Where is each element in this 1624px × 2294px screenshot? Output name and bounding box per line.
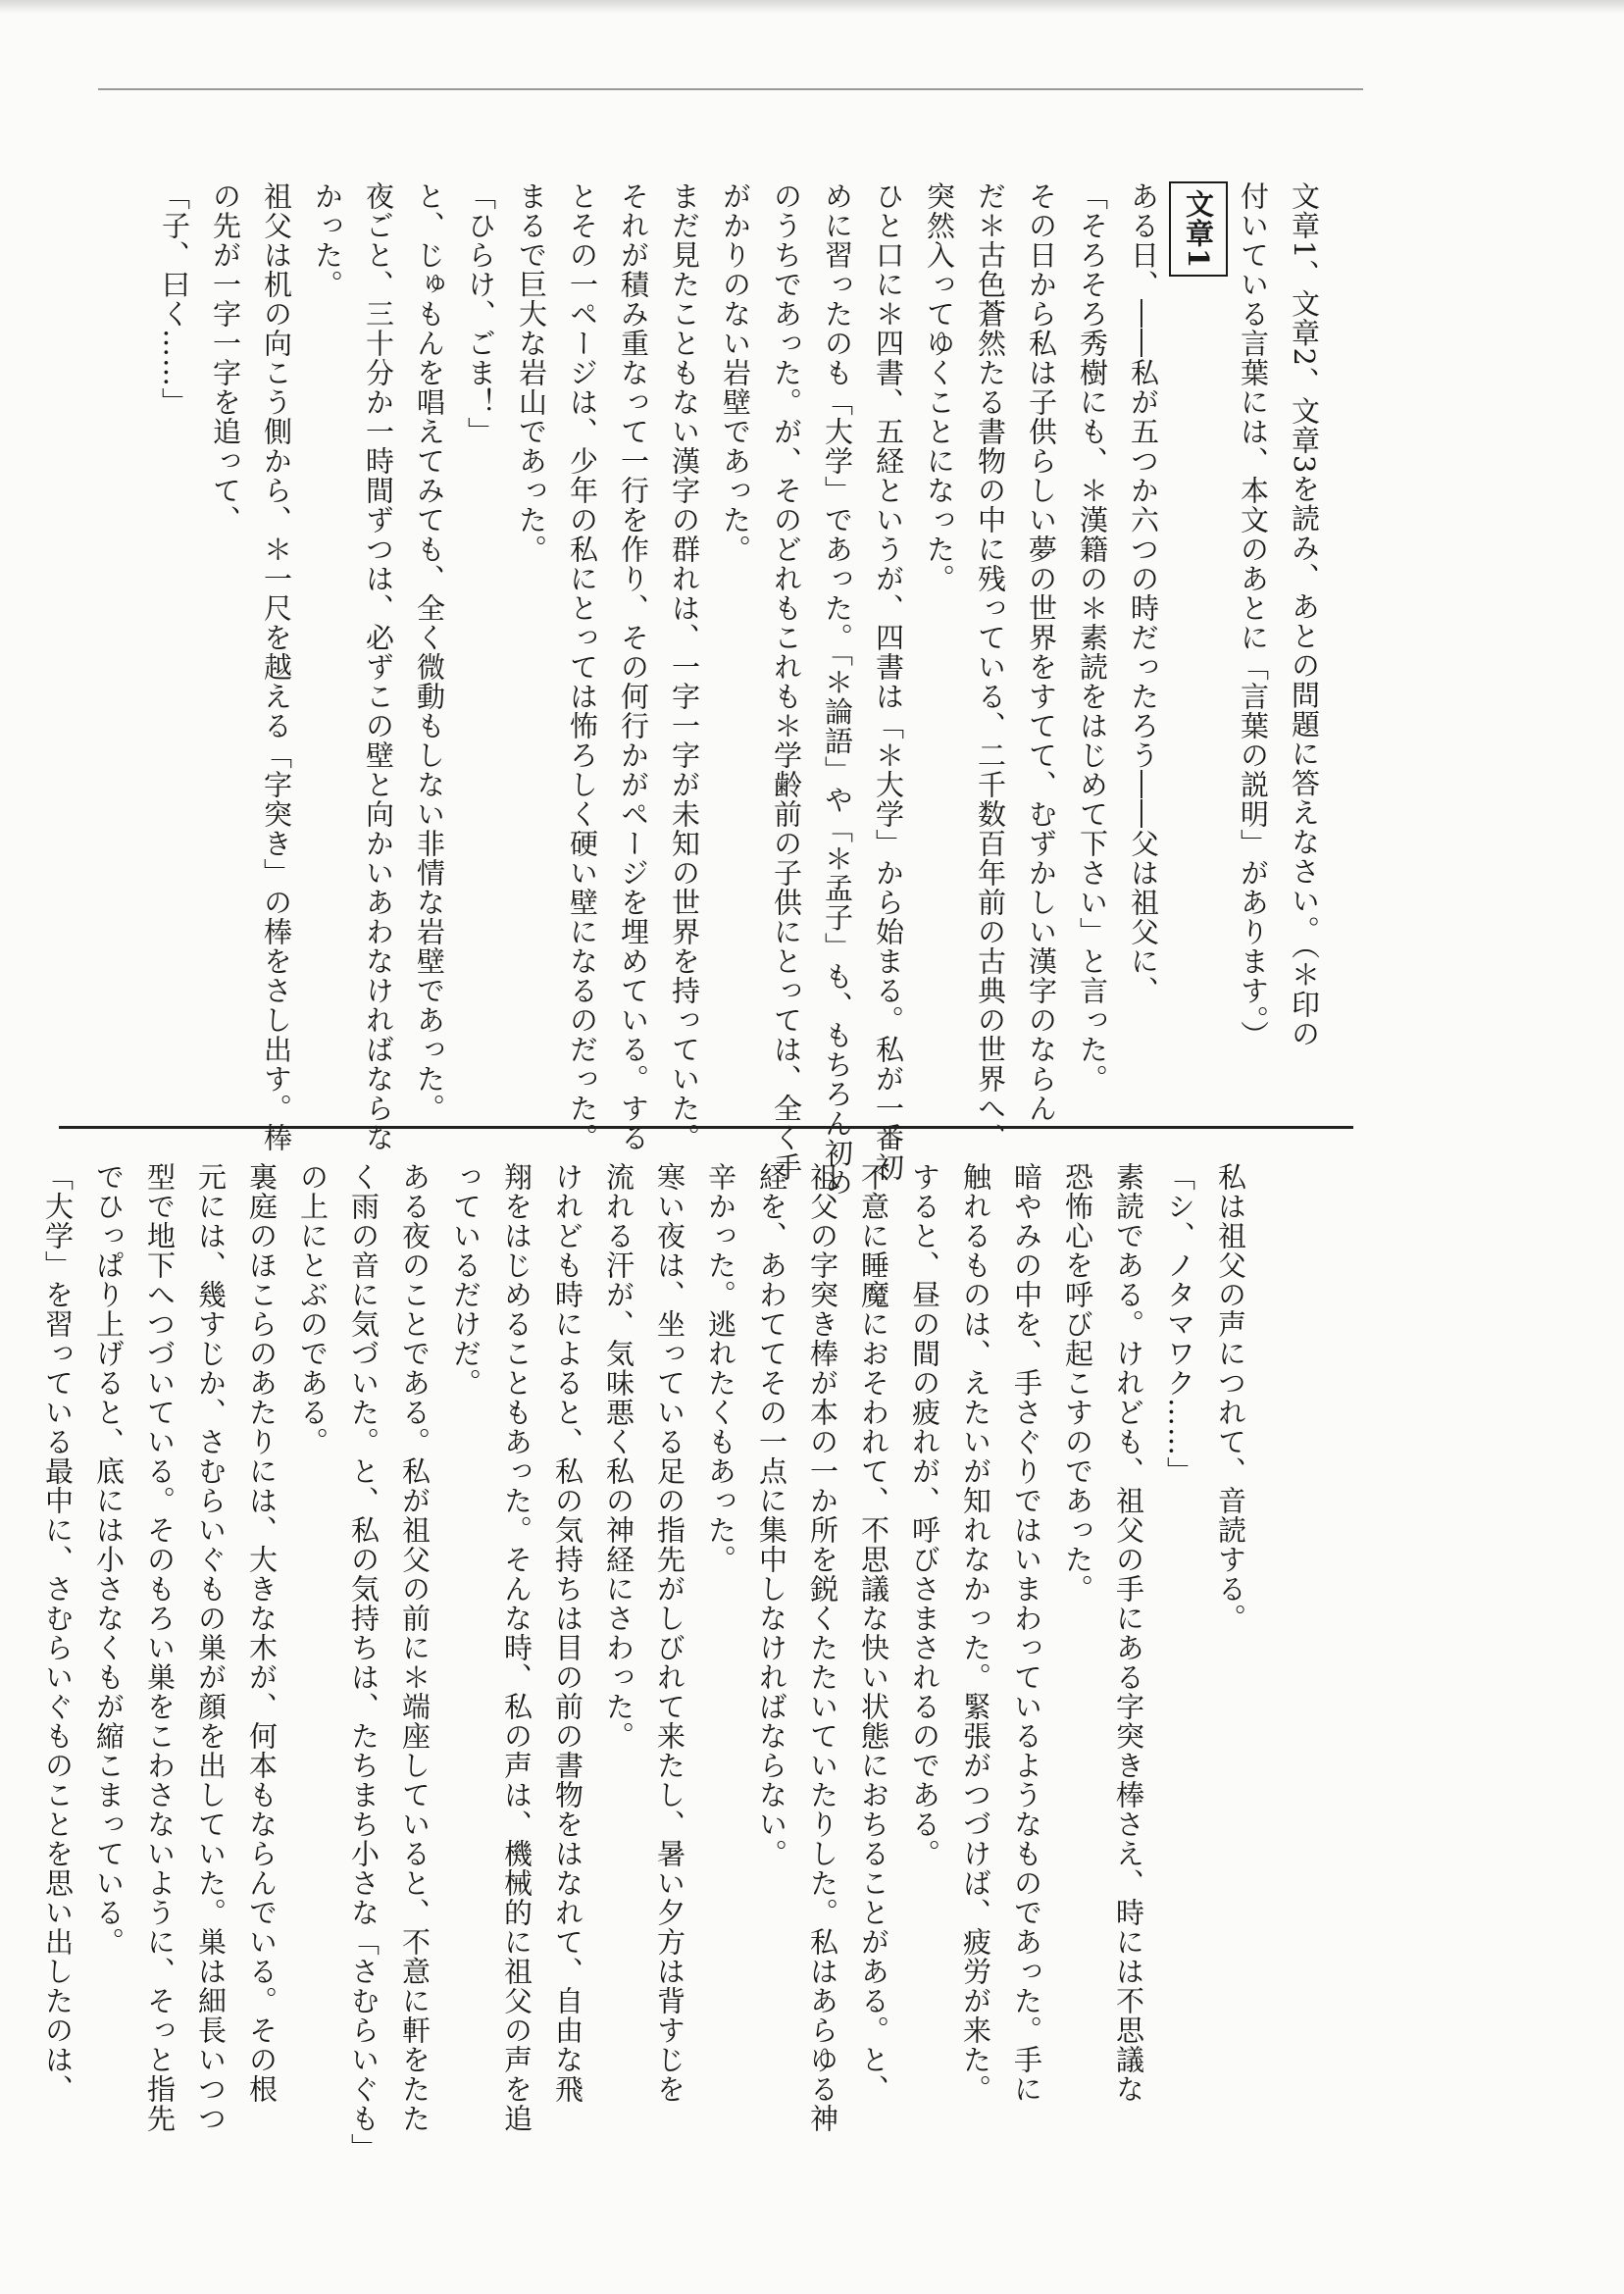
passage-paragraph: 「ひらけ、ごま！」 — [464, 181, 497, 446]
passage-paragraph: 素読である。けれども、祖父の手にある字突き棒さえ、時には不思議な 恐怖心を呼び起こすのであった。 — [1061, 1162, 1145, 2104]
section-heading-wrap — [1169, 181, 1228, 1108]
instruction-text: 文章1、文章2、文章3を読み、あとの問題に答えなさい。（＊印の 付いている言葉には、本文のあとに「言葉の説明」があります。） — [1237, 181, 1321, 1050]
passage-paragraph: 辛かった。逃れたくもあった。 — [704, 1162, 737, 1574]
passage-paragraph: 夜ごと、三十分か一時間ずつは、必ずこの壁と向かいあわなければならな かった。 — [311, 181, 395, 1152]
passage-paragraph: 「そろそろ秀樹にも、＊漢籍の＊素読をはじめて下さい」と言った。 — [1076, 181, 1109, 1094]
passage-paragraph: 祖父は机の向こう側から、＊一尺を越える「字突き」の棒をさし出す。棒 の先が一字一字を追って、 — [209, 181, 293, 1152]
passage-paragraph: その日から私は子供らしい夢の世界をすてて、むずかしい漢字のならん だ＊古色蒼然たる書物の中に残っている、二千数百年前の古典の世界へ、 突然入ってゆくことになった。 — [923, 181, 1058, 1152]
passage-paragraph: ひと口に＊四書、五経というが、四書は「＊大学」から始まる。私が一番初 めに習ったのも「大学」であった。「＊論語」や「＊孟子」も、もちろん初め のうちであった。が、そのどれもこれも＊学齢前の子供にとっては、全く手 がかりのない岩壁であった。 — [719, 181, 905, 1198]
passage-paragraph: 不意に睡魔におそわれて、不思議な快い状態におちることがある。と、 祖父の字突き棒が本の一か所を鋭くたたいていたりした。私はあらゆる神 経を、あわててその一点に集中しなければならない。 — [755, 1162, 890, 2133]
lower-passage — [32, 1162, 1256, 2251]
passage-paragraph: 私は祖父の声につれて、音読する。 — [1214, 1162, 1247, 1633]
passage-paragraph: 暗やみの中を、手さぐりではいまわっているようなものであった。手に 触れるものは、えたいが知れなかった。緊張がつづけば、疲労が来た。 すると、昼の間の疲れが、呼びさまされるのである。 — [908, 1162, 1043, 2104]
scan-edge — [0, 0, 1624, 14]
passage-paragraph: ある日、――私が五つか六つの時だったろう――父は祖父に、 — [1127, 181, 1160, 1005]
section-heading: 文章1 — [1169, 181, 1228, 277]
passage-paragraph: ある夜のことである。私が祖父の前に＊端座していると、不意に軒をたた く雨の音に気づいた。と、私の気持ちは、たちまち小さな「さむらいぐも」 の上にとぶのである。 — [296, 1162, 431, 2163]
upper-passage — [149, 181, 1330, 1198]
passage-paragraph: 「シ、ノタマワク……」 — [1163, 1162, 1196, 1486]
passage-paragraph: まだ見たこともない漢字の群れは、一字一字が未知の世界を持っていた。 それが積み重なって一行を作り、その何行かがページを埋めている。する とその一ページは、少年の私にとっては怖ろしく硬い壁になるのだった。 まるで巨大な岩山であった。 — [515, 181, 701, 1152]
passage-paragraph: 裏庭のほこらのあたりには、大きな木が、何本もならんでいる。その根 元には、幾すじか、さむらいぐもの巣が顔を出していた。巣は細長いつつ 型で地下へつづいている。そのもろい巣をこわさないように、そっと指先 でひっぱり上げると、底には小さなくもが縮こまっている。 — [92, 1162, 279, 2133]
top-rule — [98, 88, 1363, 90]
middle-rule — [59, 1126, 1353, 1129]
passage-paragraph: 「子、曰く……」 — [158, 181, 191, 417]
passage-paragraph: 寒い夜は、坐っている足の指先がしびれて来たし、暑い夕方は背すじを 流れる汗が、気味悪く私の神経にさわった。 — [602, 1162, 686, 2104]
passage-paragraph: 「大学」を習っている最中に、さむらいぐものことを思い出したのは、 — [41, 1162, 75, 2104]
passage-paragraph: と、じゅもんを唱えてみても、全く微動もしない非情な岩壁であった。 — [413, 181, 446, 1123]
passage-paragraph: けれども時によると、私の気持ちは目の前の書物をはなれて、自由な飛 翔をはじめることもあった。そんな時、私の声は、機械的に祖父の声を追 っているだけだ。 — [449, 1162, 584, 2133]
